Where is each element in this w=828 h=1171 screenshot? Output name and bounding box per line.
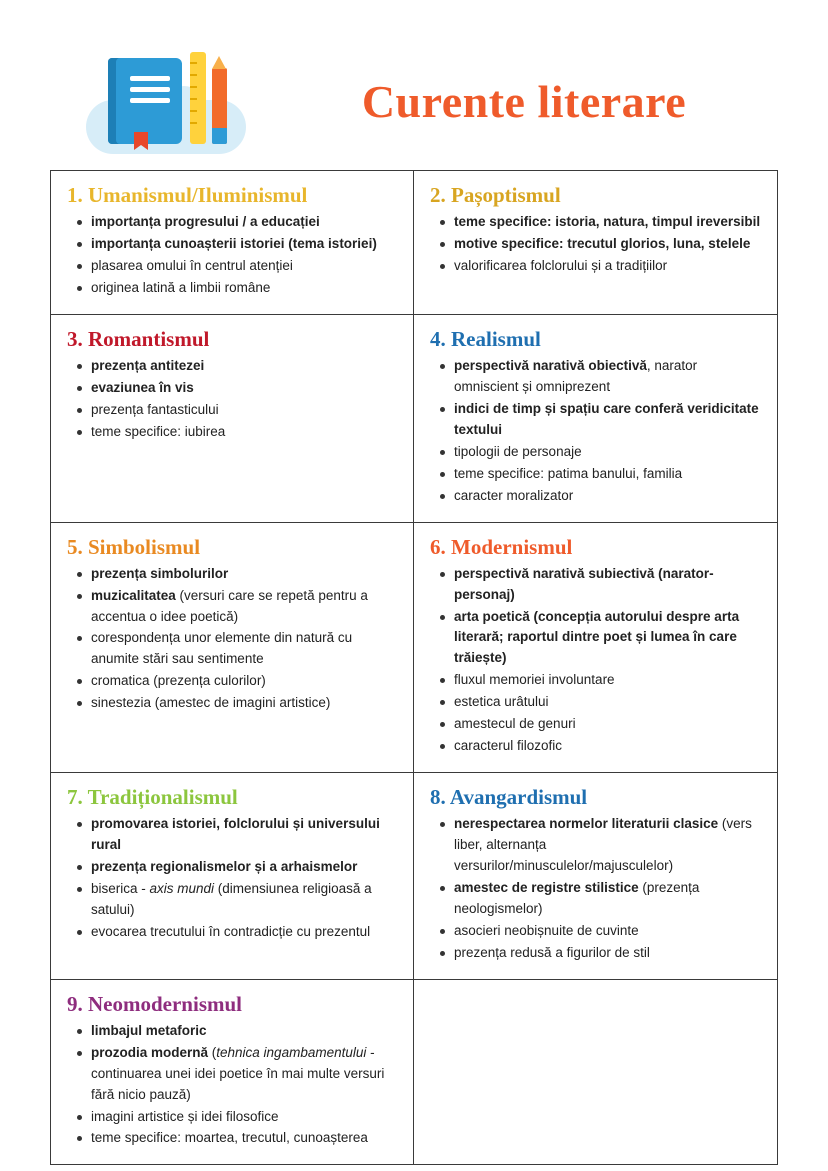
list-item: asocieri neobișnuite de cuvinte [454,921,763,942]
list-item: prozodia modernă (tehnica ingambamentului - continuarea unei idei poetice în mai multe versuri fără nicio pauză) [91,1043,399,1106]
pencil-icon [212,68,227,144]
list-item: importanța progresului / a educației [91,212,399,233]
list-item: cromatica (prezența culorilor) [91,671,399,692]
list-item: evocarea trecutului în contradicție cu prezentul [91,922,399,943]
category-cell-1 [51,171,414,315]
table-row [51,773,777,980]
list-item: arta poetică (concepția autorului despre arta literară; raportul dintre poet și lumea în care trăiește) [454,607,763,670]
category-title: 2. Pașoptismul [430,183,561,207]
curente-table [50,170,778,1165]
category-title: 6. Modernismul [430,534,573,559]
list-item: teme specifice: patima banului, familia [454,464,763,485]
list-item: nerespectarea normelor literaturii clasice (vers liber, alternanța versurilor/minusculelor/majusculelor) [454,814,763,877]
table-row [51,315,777,523]
category-cell-3 [51,315,414,523]
ruler-icon [190,52,206,144]
category-cell-8 [414,773,777,980]
list-item: caracterul filozofic [454,736,763,757]
list-item: importanța cunoașterii istoriei (tema istoriei) [91,234,399,255]
category-list [65,814,399,943]
list-item: biserica - axis mundi (dimensiunea religioasă a satului) [91,879,399,921]
list-item: prezența fantasticului [91,400,399,421]
category-list [65,1021,399,1150]
list-item: fluxul memoriei involuntare [454,670,763,691]
category-list [65,356,399,443]
category-title: 5. Simbolismul [67,534,201,559]
list-item: muzicalitatea (versuri care se repetă pentru a accentua o idee poetică) [91,586,399,628]
list-item: imagini artistice și idei filosofice [91,1107,399,1128]
list-item: amestec de registre stilistice (prezența neologismelor) [454,878,763,920]
category-list [428,564,763,757]
list-item: prezența regionalismelor și a arhaismelor [91,857,399,878]
category-title: 8. Avangardismul [430,785,588,809]
book-icon [108,58,182,144]
category-title: 3. Romantismul [67,326,210,351]
list-item: indici de timp și spațiu care conferă veridicitate textului [454,399,763,441]
table-row [51,171,777,315]
category-cell-2 [414,171,777,315]
category-cell-empty [414,980,777,1166]
category-title: 9. Neomodernismul [67,991,242,1016]
book-cloud-pencil-ruler-icon [80,46,280,156]
category-title: 1. Umanismul/Iluminismul [67,183,308,207]
list-item: perspectivă narativă obiectivă, narator omniscient și omniprezent [454,356,763,398]
category-cell-4 [414,315,777,523]
list-item: limbajul metaforic [91,1021,399,1042]
list-item: plasarea omului în centrul atenției [91,256,399,277]
list-item: corespondența unor elemente din natură cu anumite stări sau sentimente [91,628,399,670]
list-item: estetica urâtului [454,692,763,713]
list-item: valorificarea folclorului și a tradițiilor [454,256,763,277]
list-item: promovarea istoriei, folclorului și universului rural [91,814,399,856]
book-lines [130,76,170,109]
list-item: perspectivă narativă subiectivă (narator-personaj) [454,564,763,606]
list-item: teme specifice: moartea, trecutul, cunoașterea [91,1128,399,1149]
category-list [428,212,763,277]
table-row [51,523,777,773]
category-list [428,356,763,506]
category-cell-7 [51,773,414,980]
document-header [0,0,828,160]
list-item: caracter moralizator [454,486,763,507]
list-item: originea latină a limbii române [91,278,399,299]
list-item: evaziunea în vis [91,378,399,399]
list-item: motive specifice: trecutul glorios, luna, stelele [454,234,763,255]
category-cell-9 [51,980,414,1166]
list-item: tipologii de personaje [454,442,763,463]
category-title: 4. Realismul [430,326,541,351]
category-list [428,814,763,963]
category-title: 7. Tradiționalismul [67,785,238,809]
list-item: amestecul de genuri [454,714,763,735]
category-cell-5 [51,523,414,773]
table-row [51,980,777,1166]
category-list [65,564,399,714]
list-item: sinestezia (amestec de imagini artistice) [91,693,399,714]
list-item: teme specifice: istoria, natura, timpul ireversibil [454,212,763,233]
category-cell-6 [414,523,777,773]
list-item: prezența redusă a figurilor de stil [454,943,763,964]
list-item: prezența antitezei [91,356,399,377]
page-title: Curente literare [361,75,687,127]
category-list [65,212,399,299]
list-item: teme specifice: iubirea [91,422,399,443]
list-item: prezența simbolurilor [91,564,399,585]
